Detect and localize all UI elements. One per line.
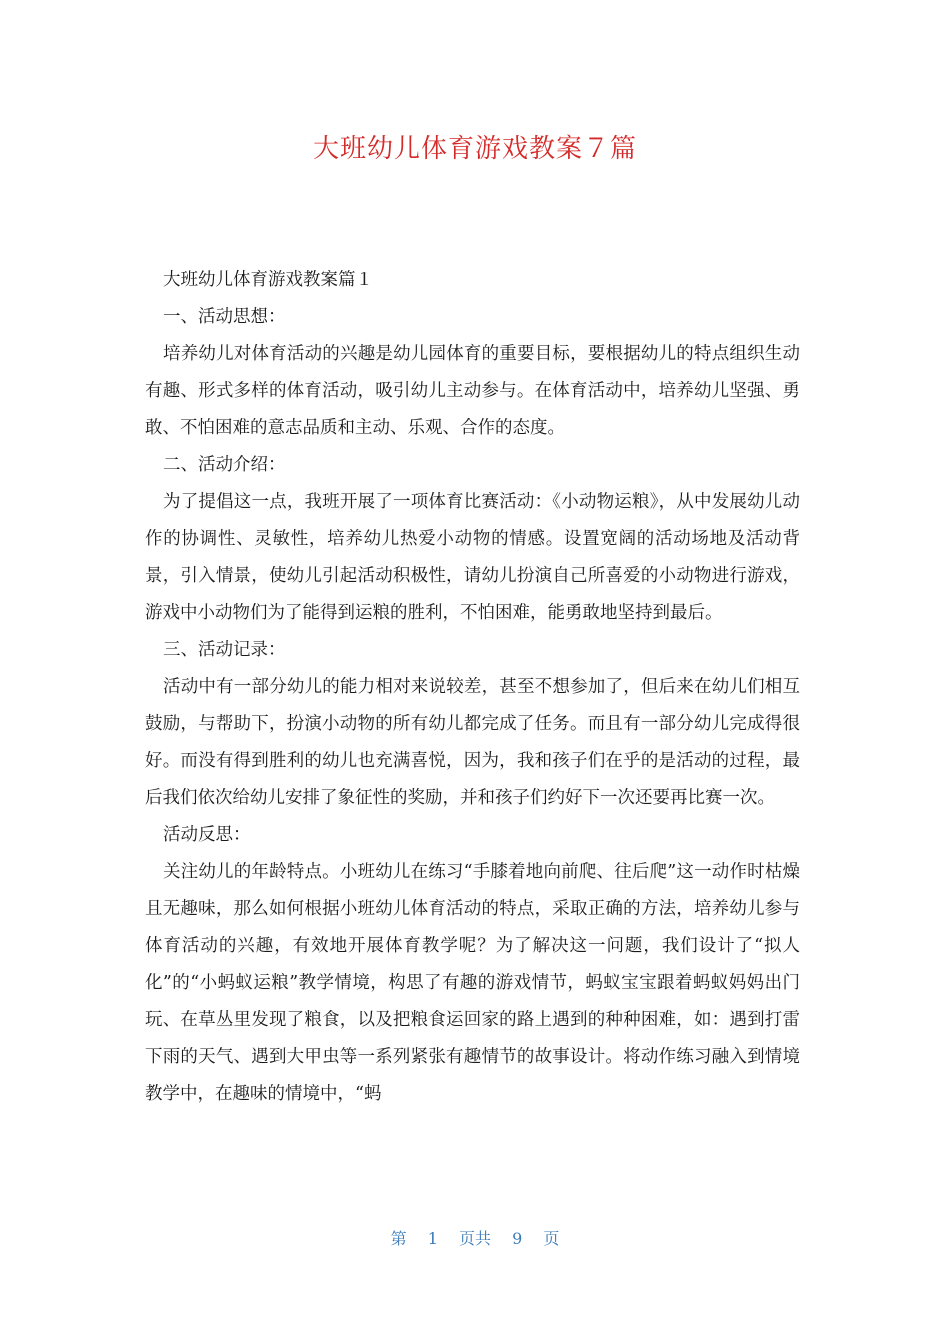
document-title: 大班幼儿体育游戏教案７篇: [312, 134, 637, 164]
document-body: [145, 262, 800, 1113]
section-heading: 大班幼儿体育游戏教案篇１: [163, 270, 373, 290]
body-paragraph: 为了提倡这一点，我班开展了一项体育比赛活动：《小动物运粮》，从中发展幼儿动作的协调性、灵敏性，培养幼儿热爱小动物的情感。设置宽阔的活动场地及活动背景，引入情景，使幼儿引起活动积极性，请幼儿扮演自己所喜爱的小动物进行游戏，游戏中小动物们为了能得到运粮的胜利，不怕困难，能勇敢地坚持到最后。: [145, 492, 800, 623]
footer-total-pages: 9: [512, 1229, 523, 1248]
body-paragraph: 培养幼儿对体育活动的兴趣是幼儿园体育的重要目标，要根据幼儿的特点组织生动有趣、形式多样的体育活动，吸引幼儿主动参与。在体育活动中，培养幼儿坚强、勇敢、不怕困难的意志品质和主动、乐观、合作的态度。: [145, 344, 800, 438]
section-heading: 二、活动介绍：: [163, 455, 286, 475]
section-heading: 三、活动记录：: [163, 640, 286, 660]
page-footer: [0, 1226, 950, 1249]
body-paragraph: 活动中有一部分幼儿的能力相对来说较差，甚至不想参加了，但后来在幼儿们相互鼓励，与帮助下，扮演小动物的所有幼儿都完成了任务。而且有一部分幼儿完成得很好。而没有得到胜利的幼儿也充满喜悦，因为，我和孩子们在乎的是活动的过程，最后我们依次给幼儿安排了象征性的奖励，并和孩子们约好下一次还要再比赛一次。: [145, 677, 800, 808]
section-heading: 一、活动思想：: [163, 307, 286, 327]
footer-middle: 页共: [458, 1229, 491, 1248]
footer-prefix: 第: [390, 1229, 407, 1248]
section-heading: 活动反思：: [163, 825, 251, 845]
body-paragraph: 关注幼儿的年龄特点。小班幼儿在练习“手膝着地向前爬、往后爬”这一动作时枯燥且无趣味，那么如何根据小班幼儿体育活动的特点，采取正确的方法，培养幼儿参与体育活动的兴趣，有效地开展体育教学呢？为了解决这一问题，我们设计了“拟人化”的“小蚂蚁运粮”教学情境，构思了有趣的游戏情节，蚂蚁宝宝跟着蚂蚁妈妈出门玩、在草丛里发现了粮食，以及把粮食运回家的路上遇到的种种困难，如：遇到打雷下雨的天气、遇到大甲虫等一系列紧张有趣情节的故事设计。将动作练习融入到情境教学中，在趣味的情境中，“蚂: [145, 862, 800, 1104]
footer-current-page: 1: [427, 1229, 438, 1248]
footer-suffix: 页: [543, 1229, 560, 1248]
